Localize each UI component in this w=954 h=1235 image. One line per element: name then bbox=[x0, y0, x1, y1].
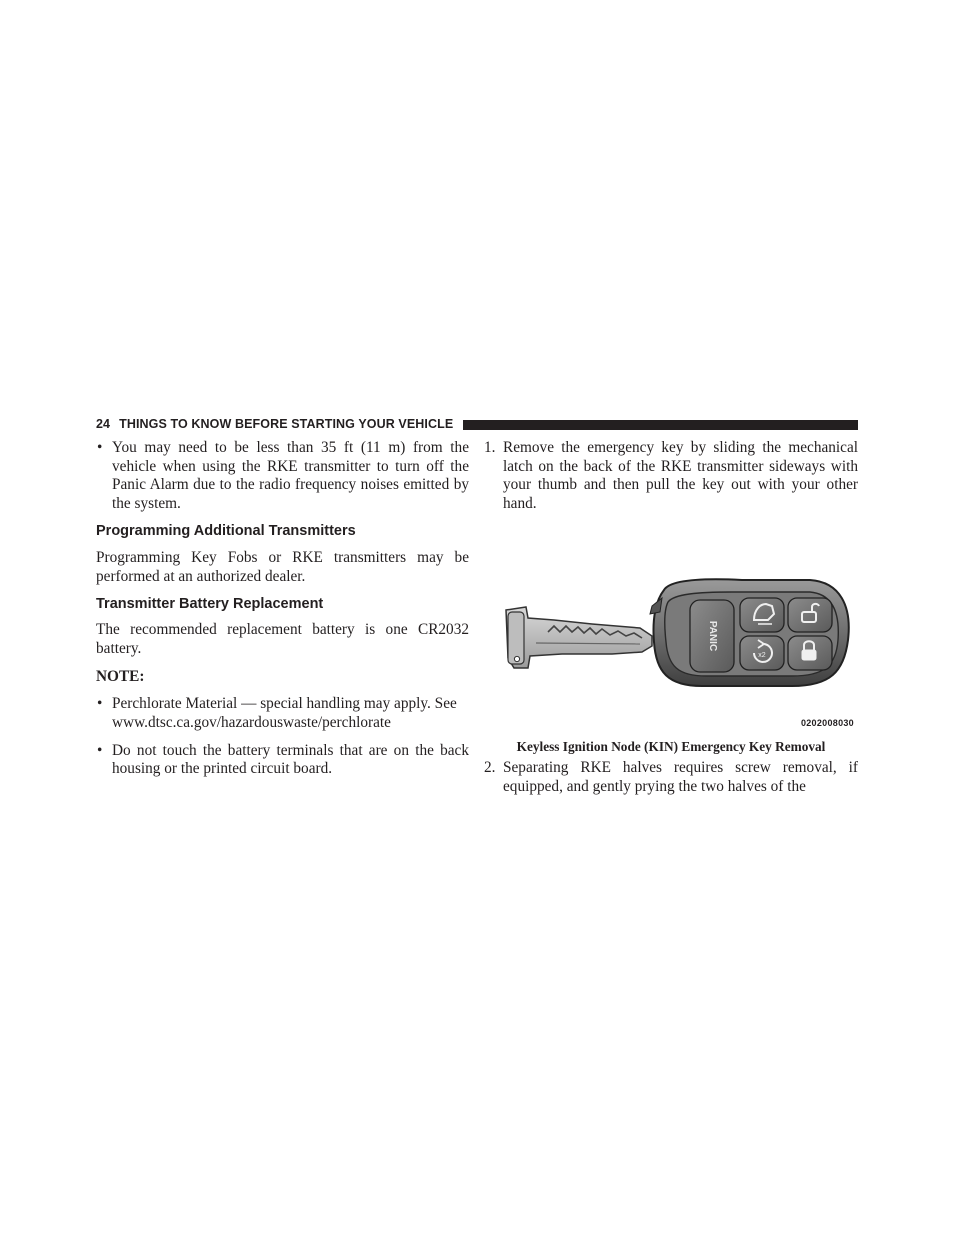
step-2-paragraph bbox=[484, 759, 858, 796]
right-column bbox=[484, 439, 858, 514]
emergency-key-icon bbox=[506, 607, 652, 668]
x2-label: x2 bbox=[758, 652, 766, 659]
bullet-text: You may need to be less than 35 ft (11 m) from the vehicle when using the RKE transmitter to turn off the Panic Alarm due to the radio frequency noises emitted by the system. bbox=[112, 439, 469, 513]
figure-caption: Keyless Ignition Node (KIN) Emergency Key Removal bbox=[516, 739, 826, 754]
step-text: Separating RKE halves requires screw removal, if equipped, and gently prying the two halves of the bbox=[503, 759, 858, 795]
step-2 bbox=[484, 759, 858, 796]
note-label: NOTE: bbox=[96, 667, 145, 685]
step-number: 2. bbox=[484, 759, 496, 776]
paragraph-battery: The recommended replacement battery is one CR2032 battery. bbox=[96, 621, 469, 657]
step-1 bbox=[484, 439, 858, 514]
left-column bbox=[96, 439, 469, 779]
page-header bbox=[96, 417, 858, 431]
header-text bbox=[96, 417, 453, 431]
note-bullet-text: Do not touch the battery terminals that are on the back housing or the printed circuit board. bbox=[112, 741, 469, 778]
bullet-dot: • bbox=[97, 695, 103, 713]
figure-code: 0202008030 bbox=[800, 718, 854, 728]
note-bullet-text: Perchlorate Material — special handling may apply. See www.dtsc.ca.gov/hazardouswaste/perchlorate bbox=[112, 695, 457, 732]
heading-battery-replacement: Transmitter Battery Replacement bbox=[96, 596, 324, 613]
key-fob-figure bbox=[492, 540, 858, 732]
panic-label: PANIC bbox=[707, 620, 718, 652]
page-number: 24 bbox=[96, 417, 111, 431]
paragraph-programming: Programming Key Fobs or RKE transmitters may be performed at an authorized dealer. bbox=[96, 548, 469, 585]
bullet-dot: • bbox=[97, 741, 103, 759]
bullet-rke-range bbox=[96, 439, 469, 514]
section-title: THINGS TO KNOW BEFORE STARTING YOUR VEHICLE bbox=[119, 417, 454, 431]
heading-programming-transmitters: Programming Additional Transmitters bbox=[96, 522, 356, 539]
key-fob-illustration bbox=[492, 540, 858, 732]
note-bullet-perchlorate bbox=[96, 695, 469, 732]
step-number: 1. bbox=[484, 439, 496, 456]
bullet-dot: • bbox=[97, 439, 103, 456]
fob-body bbox=[650, 579, 849, 686]
note-bullet-terminals bbox=[96, 742, 469, 779]
step-text: Remove the emergency key by sliding the mechanical latch on the back of the RKE transmitter sideways with your thumb and then pull the key out with your other hand. bbox=[503, 439, 858, 513]
header-rule bbox=[463, 420, 858, 430]
